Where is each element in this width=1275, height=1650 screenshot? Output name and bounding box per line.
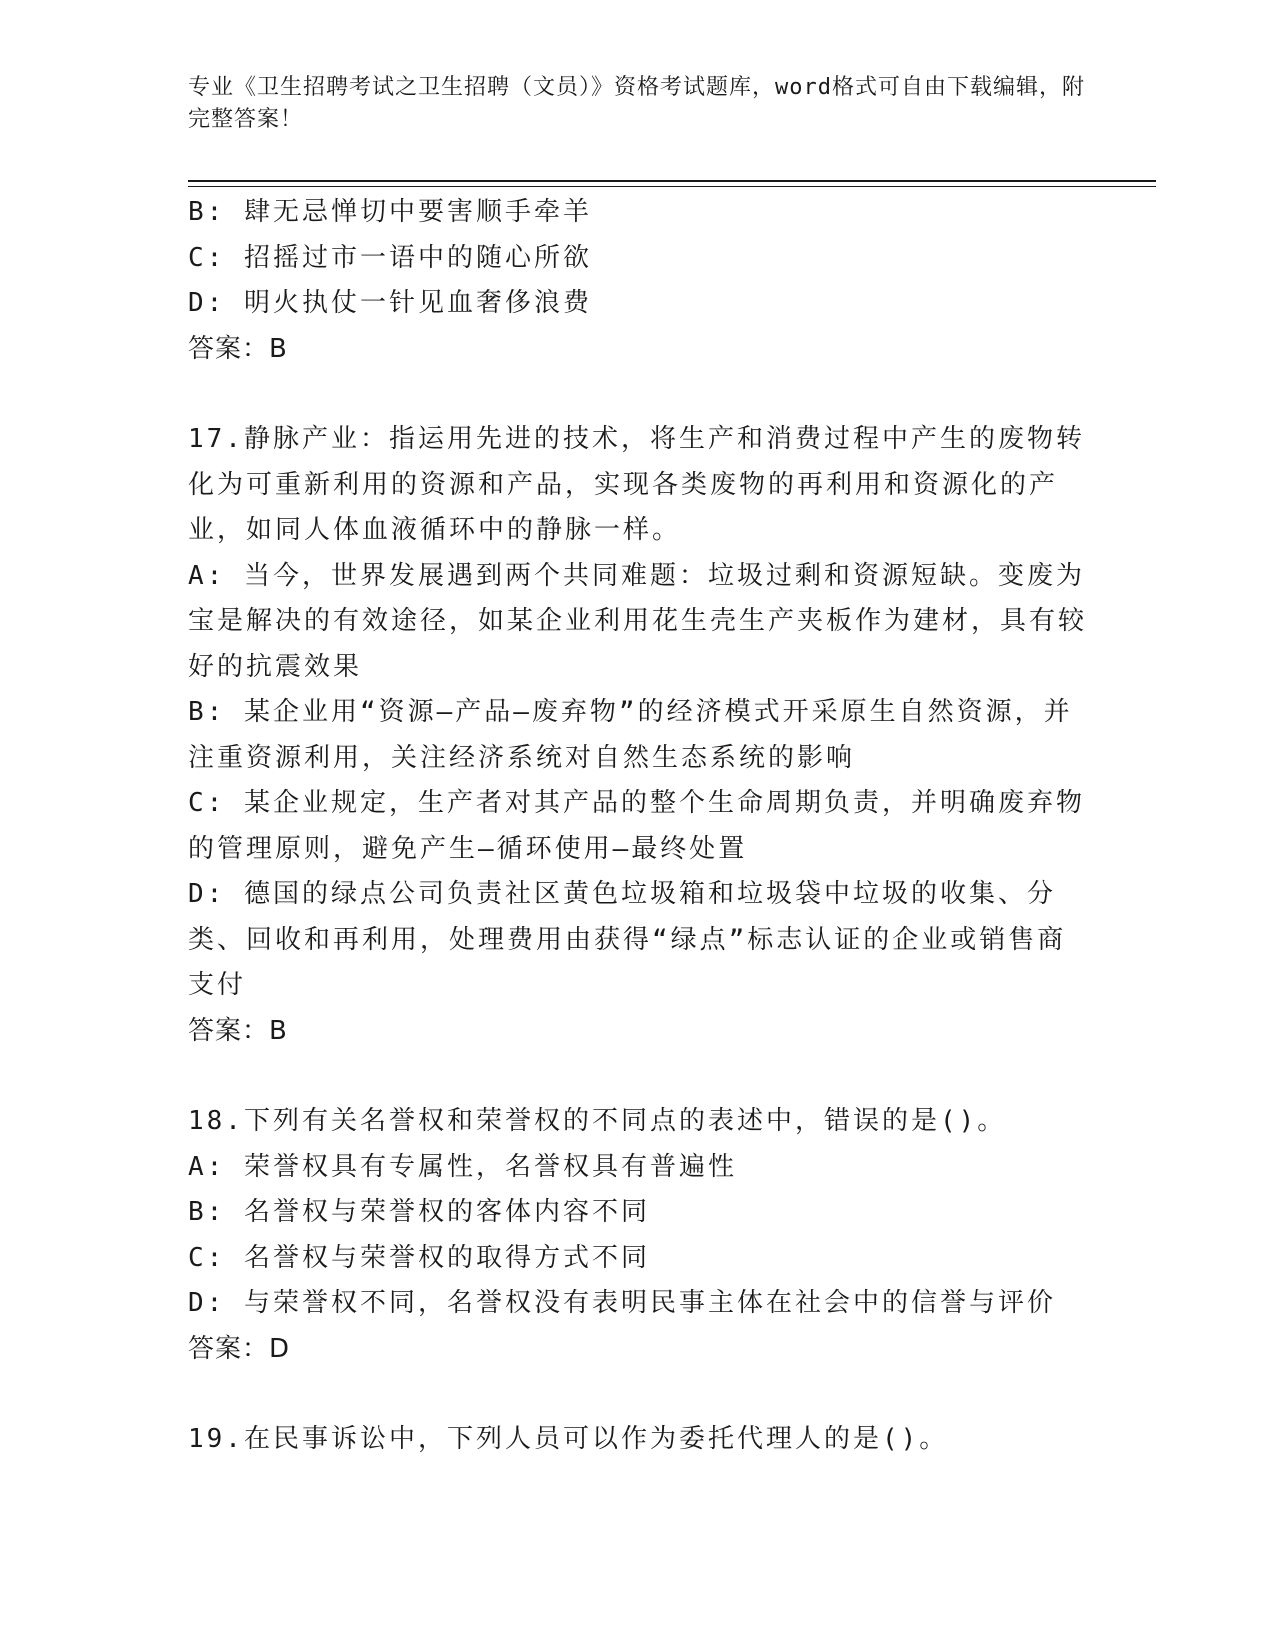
header-divider-thin (188, 186, 1156, 187)
question-18 (188, 1099, 1088, 1372)
option-b: B: 某企业用“资源—产品—废弃物”的经济模式开采原生自然资源，并注重资源利用，关注经济系统对自然生态系统的影响 (188, 697, 1073, 773)
option-c: C: 名誉权与荣誉权的取得方式不同 (188, 1242, 650, 1273)
question-spacer (188, 1054, 1088, 1099)
header-text: 专业《卫生招聘考试之卫生招聘（文员）》资格考试题库，word格式可自由下载编辑，附完整答案！ (188, 75, 1085, 132)
option-a: A: 荣誉权具有专属性，名誉权具有普遍性 (188, 1151, 737, 1182)
prev-question-block (188, 190, 1088, 372)
question-spacer (188, 372, 1088, 417)
question-stem: 18.下列有关名誉权和荣誉权的不同点的表述中，错误的是()。 (188, 1106, 1007, 1136)
question-17 (188, 417, 1088, 1054)
option-c: C: 某企业规定，生产者对其产品的整个生命周期负责，并明确废弃物的管理原则，避免产生—循环使用—最终处置 (188, 788, 1085, 864)
answer-line: 答案：B (188, 333, 288, 364)
option-d: D: 德国的绿点公司负责社区黄色垃圾箱和垃圾袋中垃圾的收集、分类、回收和再利用，处理费用由获得“绿点”标志认证的企业或销售商支付 (188, 879, 1067, 1000)
question-content (188, 190, 1088, 1463)
header-divider-thick (188, 180, 1156, 182)
question-stem: 19.在民事诉讼中，下列人员可以作为委托代理人的是()。 (188, 1424, 949, 1454)
option-a: A: 当今，世界发展遇到两个共同难题：垃圾过剩和资源短缺。变废为宝是解决的有效途径，如某企业利用花生壳生产夹板作为建材，具有较好的抗震效果 (188, 560, 1088, 682)
page-header (188, 72, 1088, 136)
question-spacer (188, 1372, 1088, 1417)
answer-line: 答案：B (188, 1015, 288, 1046)
option-d: D: 与荣誉权不同，名誉权没有表明民事主体在社会中的信誉与评价 (188, 1288, 1056, 1318)
option-d: D: 明火执仗一针见血奢侈浪费 (188, 288, 592, 318)
option-b: B: 肆无忌惮切中要害顺手牵羊 (188, 197, 592, 227)
answer-line: 答案：D (188, 1333, 291, 1364)
option-b: B: 名誉权与荣誉权的客体内容不同 (188, 1197, 650, 1227)
question-19 (188, 1417, 1088, 1463)
question-stem: 17.静脉产业：指运用先进的技术，将生产和消费过程中产生的废物转化为可重新利用的资源和产品，实现各类废物的再利用和资源化的产业，如同人体血液循环中的静脉一样。 (188, 424, 1085, 545)
option-c: C: 招摇过市一语中的随心所欲 (188, 242, 592, 273)
